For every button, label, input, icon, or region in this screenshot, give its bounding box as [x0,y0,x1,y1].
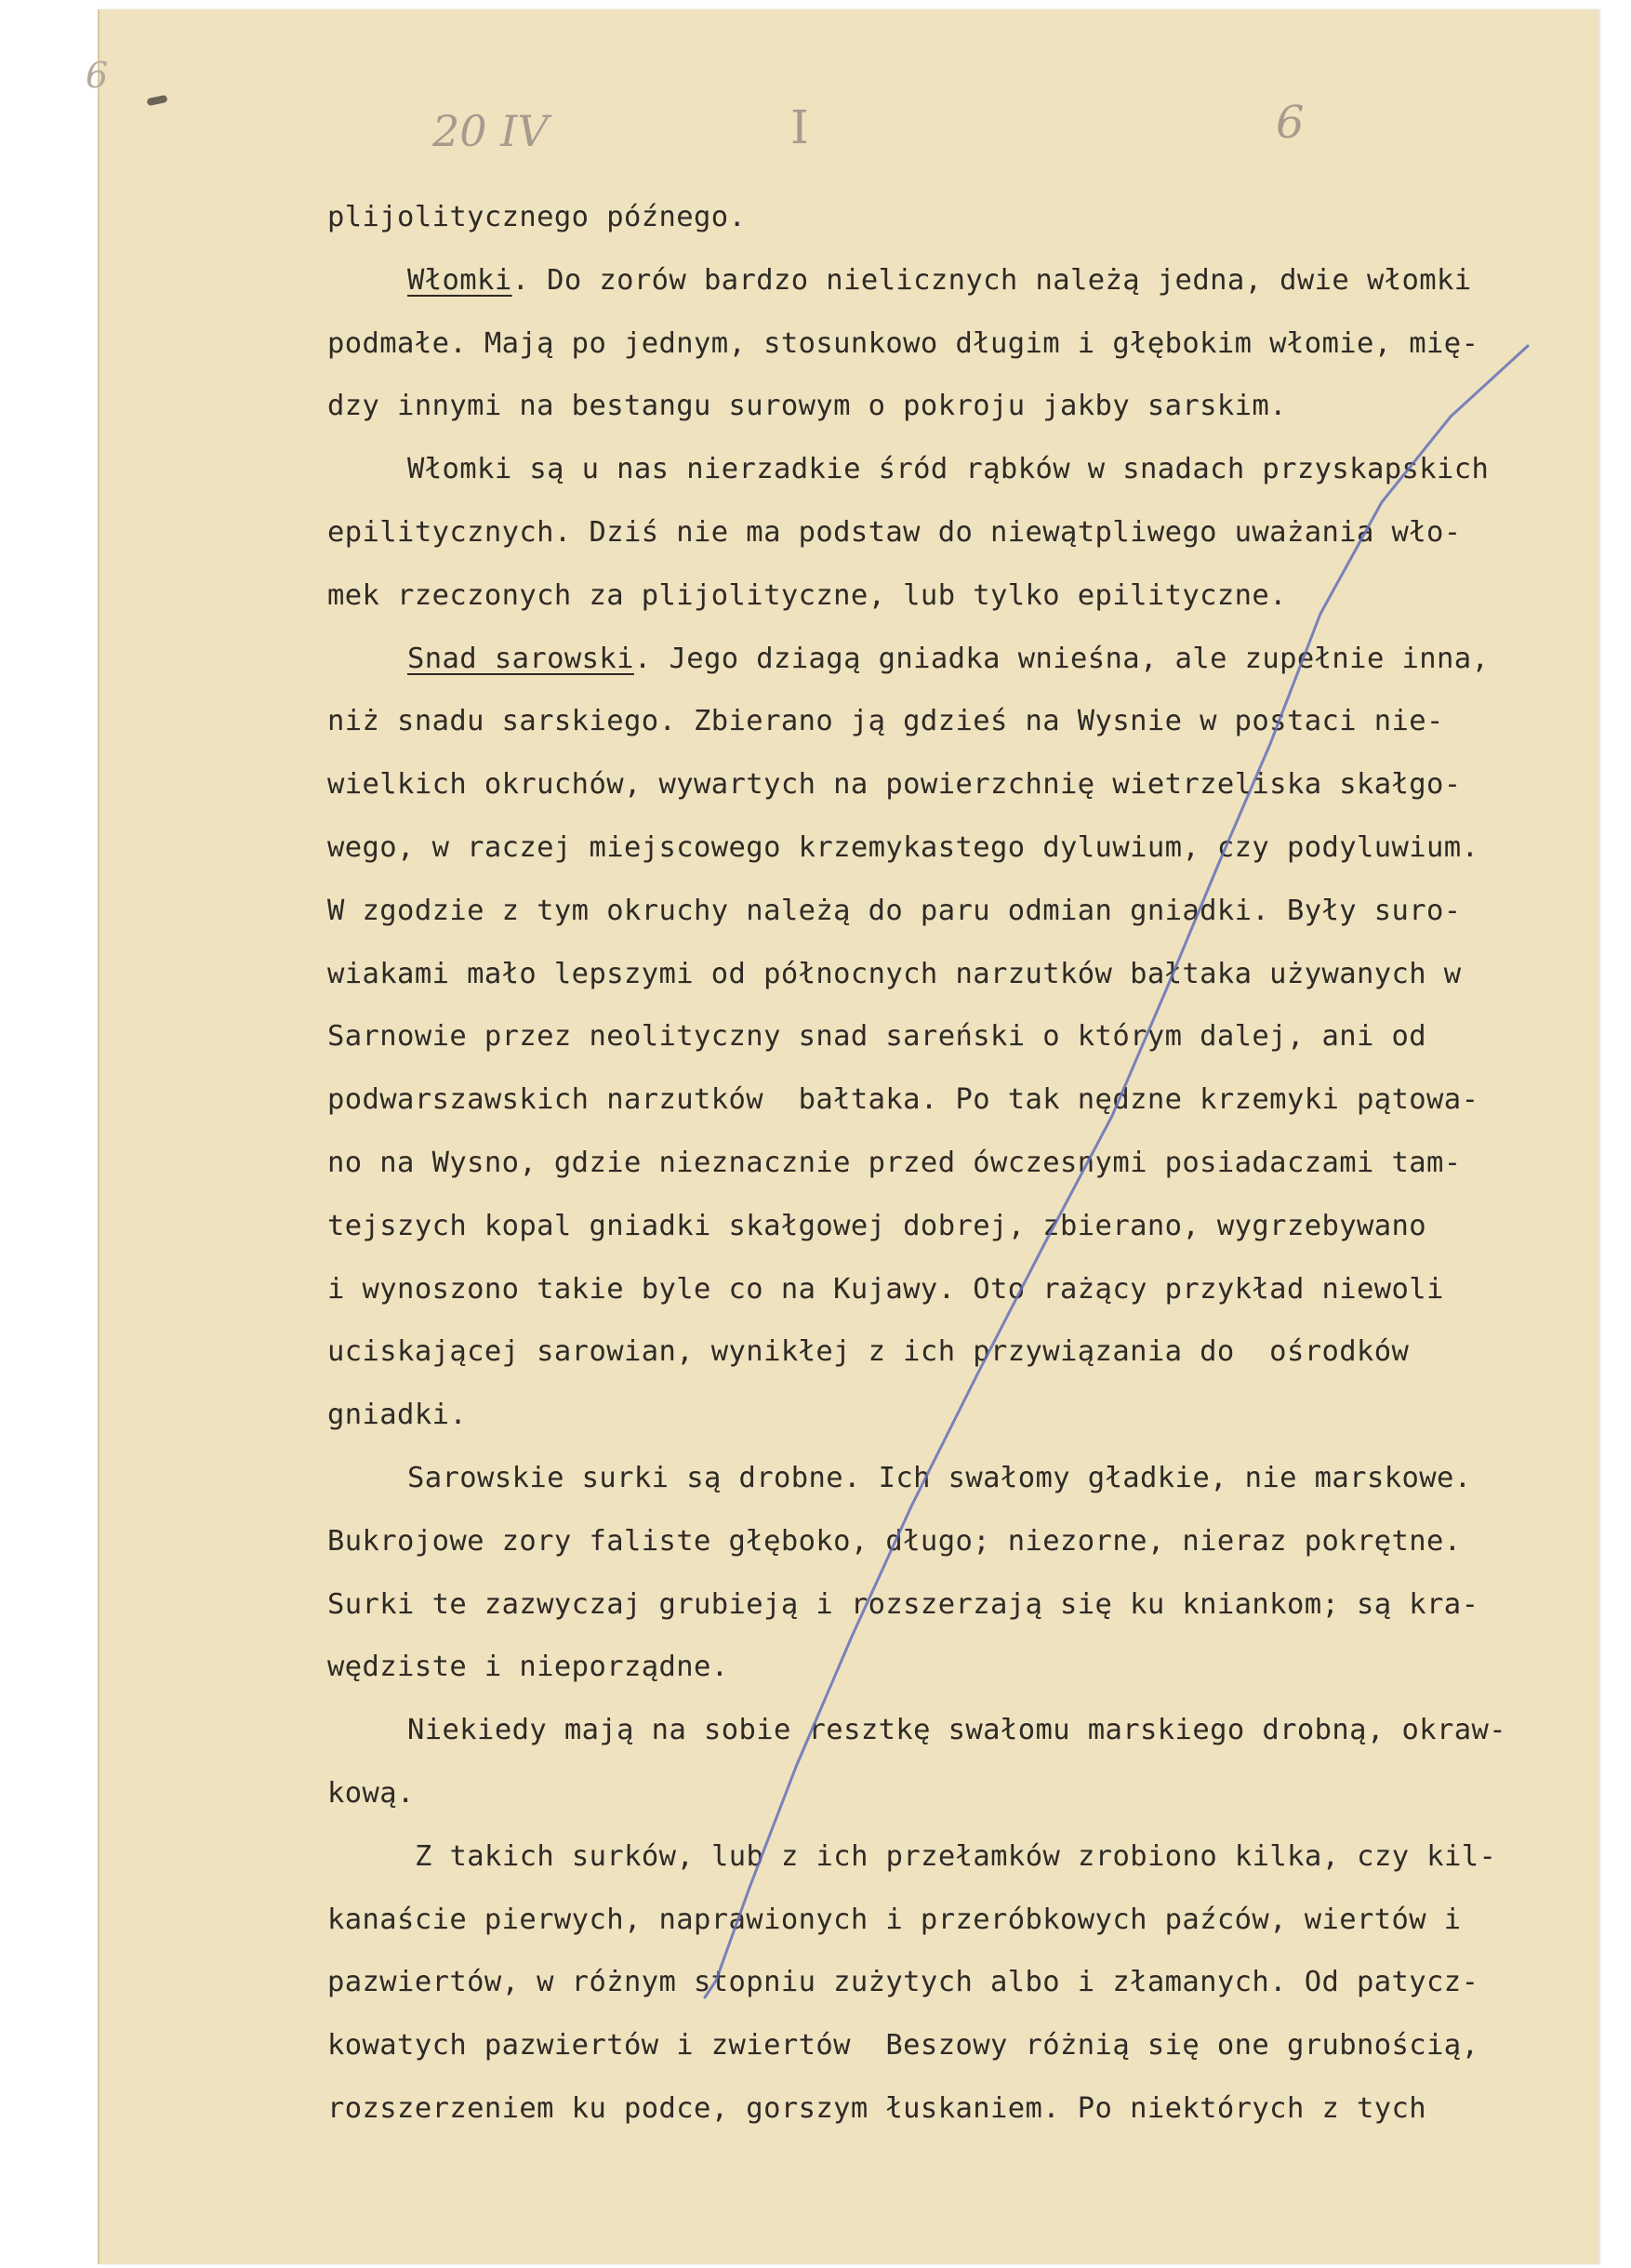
text-line: Włomki są u nas nierzadkie śród rąbków w snadach przyskapskich [407,453,1490,486]
text-line: kowatych pazwiertów i zwiertów Beszowy różnią się one grubnością, [327,2029,1479,2062]
text-line: Bukrojowe zory faliste głęboko, długo; niezorne, nieraz pokrętne. [327,1524,1462,1558]
text-line: tejszych kopal gniadki skałgowej dobrej, zbierano, wygrzebywano [327,1209,1427,1242]
text-line: plijolitycznego późnego. [327,201,747,233]
section-mark: I [790,100,809,154]
text-line: kową. [327,1776,415,1810]
text-line: wędziste i nieporządne. [327,1651,729,1684]
text-line: gniadki. [327,1399,468,1432]
folio-mark: 20 IV [432,106,549,156]
text-line: niż snadu sarskiego. Zbierano ją gdzieś na Wysnie w postaci nie- [327,705,1444,738]
section-heading: Snad sarowski [407,642,634,675]
text-line: uciskającej sarowian, wynikłej z ich przywiązania do ośrodków [327,1335,1410,1369]
text-line: W zgodzie z tym okruchy należą do paru odmian gniadki. Były suro- [327,894,1462,927]
text-line: Sarowskie surki są drobne. Ich swałomy gładkie, nie marskowe. [407,1461,1472,1494]
text-line: Niekiedy mają na sobie resztkę swałomu marskiego drobną, okraw- [407,1714,1507,1747]
text-line: pazwiertów, w różnym stopniu zużytych albo i złamanych. Od patycz- [327,1966,1479,1999]
section-heading: Włomki [407,263,512,297]
page-number: 6 [1276,97,1305,149]
text-line: Sarnowie przez neolityczny snad sareński o którym dalej, ani od [327,1020,1427,1054]
text-line: wiakami mało lepszymi od północnych narzutków bałtaka używanych w [327,957,1462,990]
text-line: kanaście pierwych, naprawionych i przeróbkowych paźców, wiertów i [327,1903,1462,1936]
text-line: Snad sarowski. Jego dziagą gniadka wnieśna, ale zupełnie inna, [407,642,1490,675]
text-line: Surki te zazwyczaj grubieją i rozszerzają się ku kniankom; są kra- [327,1587,1479,1621]
text-line: mek rzeczonych za plijolityczne, lub tylko epilityczne. [327,578,1287,612]
text-line: dzy innymi na bestangu surowym o pokroju jakby sarskim. [327,390,1287,423]
text-line: wego, w raczej miejscowego krzemykastego dyluwium, czy podyluwium. [327,830,1479,864]
text-line: rozszerzeniem ku podce, gorszym łuskaniem. Po niektórych z tych [327,2091,1427,2125]
text-line: no na Wysno, gdzie nieznacznie przed ówczesnymi posiadaczami tam- [327,1146,1462,1179]
text-line: wielkich okruchów, wywartych na powierzchnię wietrzeliska skałgo- [327,768,1462,802]
text-line: podmałe. Mają po jednym, stosunkowo długim i głębokim włomie, mię- [327,326,1479,360]
text-line: podwarszawskich narzutków bałtaka. Po tak nędzne krzemyki pątowa- [327,1083,1479,1117]
text-line: i wynoszono takie byle co na Kujawy. Oto rażący przykład niewoli [327,1272,1444,1306]
left-edge-number: 6 [86,55,109,96]
text-line: Z takich surków, lub z ich przełamków zrobiono kilka, czy kil- [415,1839,1497,1873]
text-line: Włomki. Do zorów bardzo nielicznych należą jedna, dwie włomki [407,263,1472,297]
text-line: epilitycznych. Dziś nie ma podstaw do niewątpliwego uważania wło- [327,515,1462,549]
